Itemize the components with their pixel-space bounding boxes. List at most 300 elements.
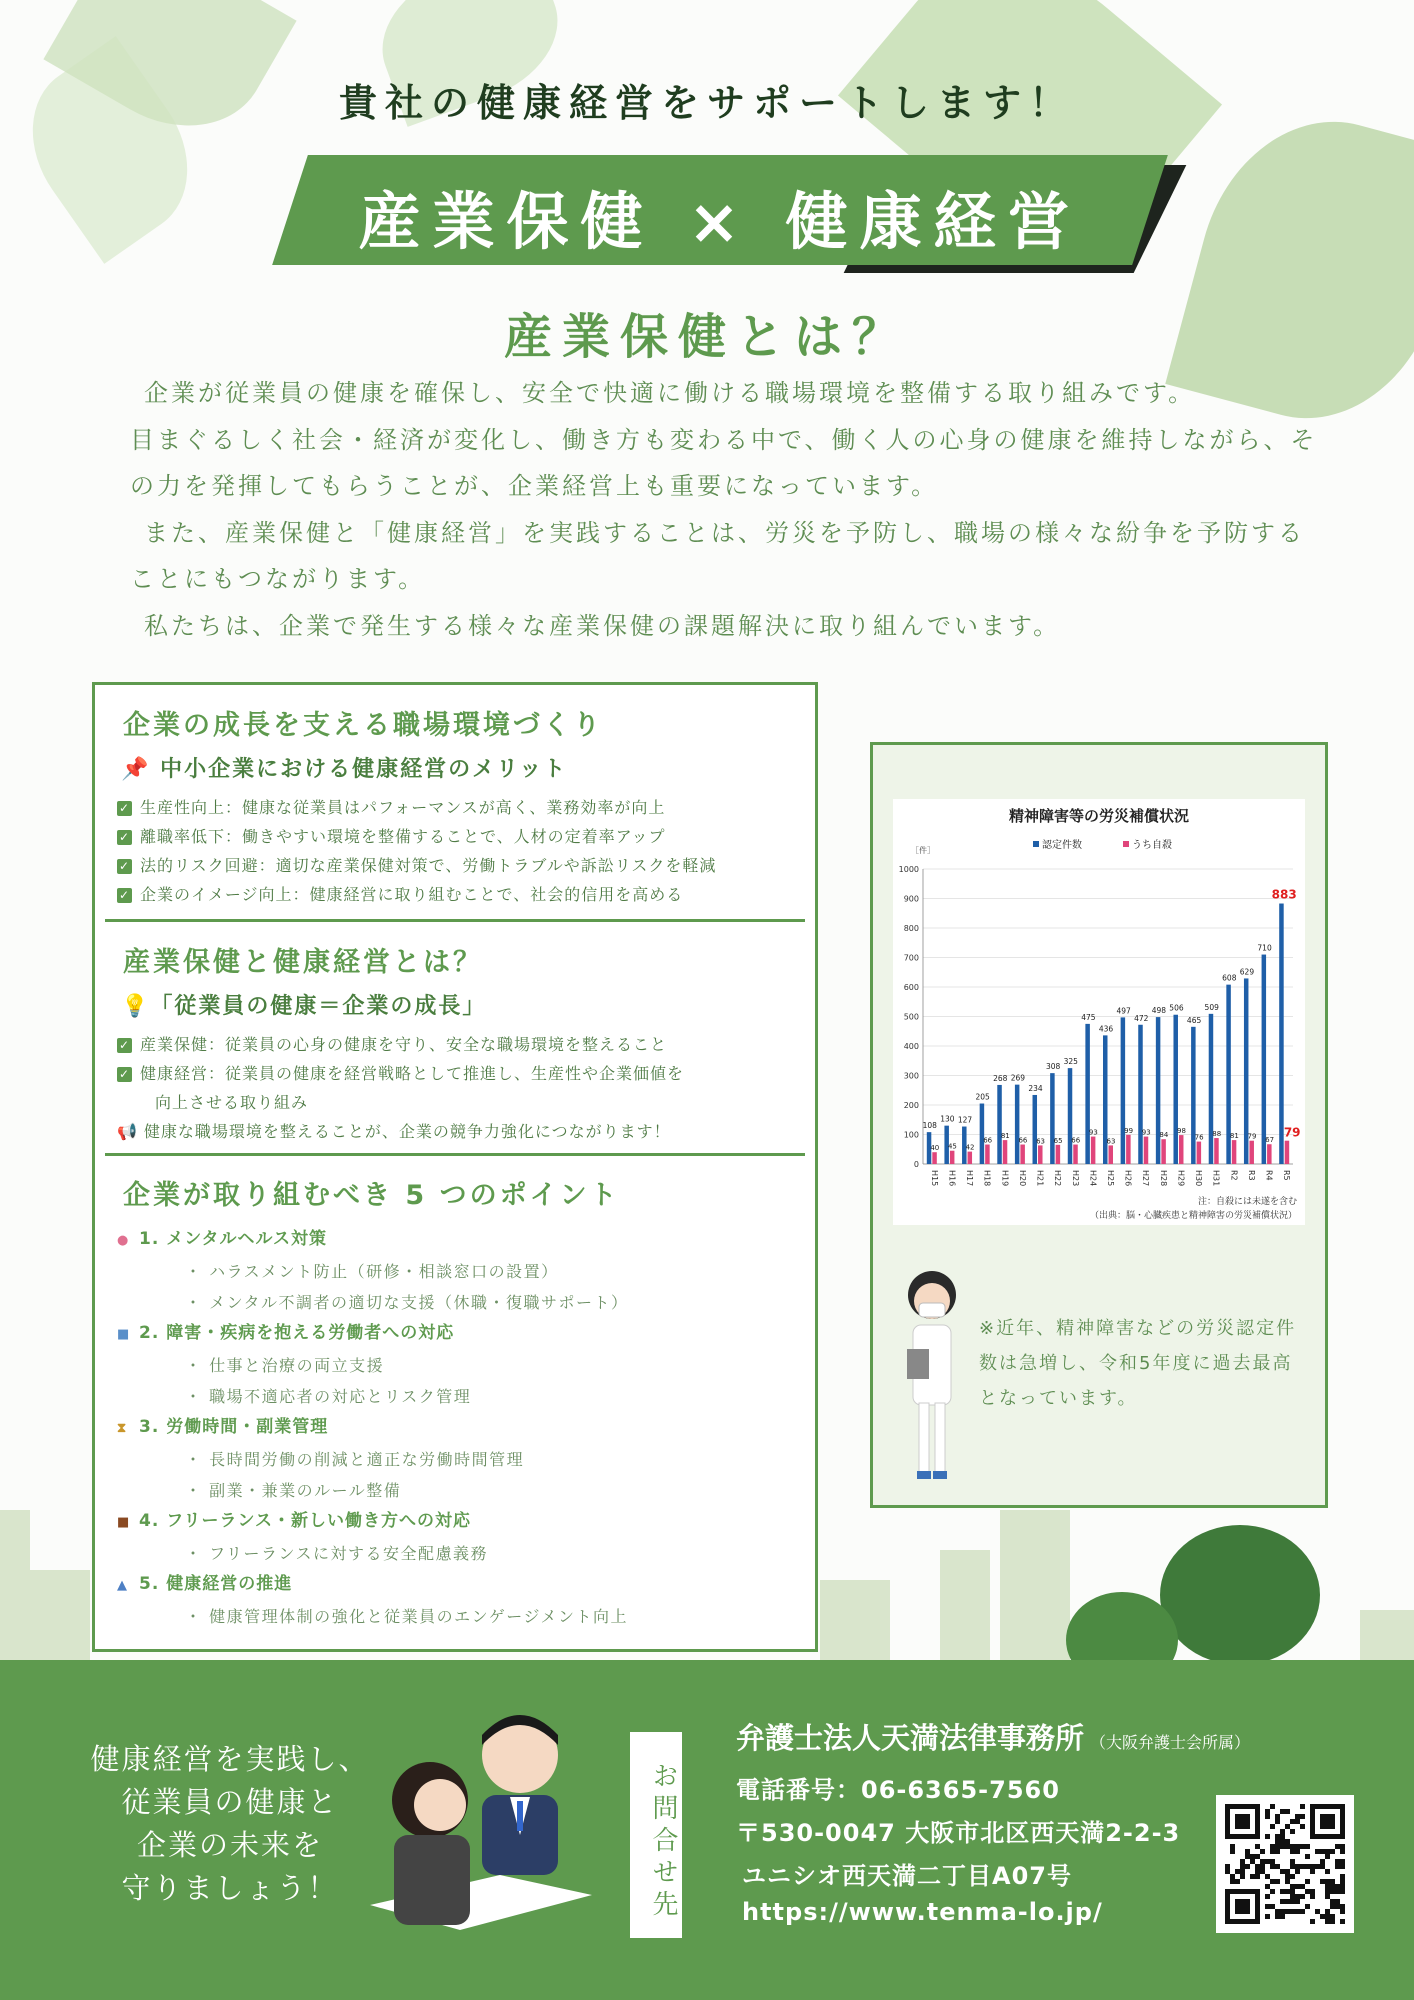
x-tick-label: H27: [1141, 1170, 1151, 1187]
qr-module: [1250, 1854, 1255, 1859]
skyline-decoration: [30, 1570, 90, 1660]
point-bullet: ・ 健康管理体制の強化と従業員のエンゲージメント向上: [185, 1607, 628, 1626]
qr-module: [1270, 1824, 1275, 1829]
qr-code-pattern: [1216, 1795, 1354, 1933]
data-label-suicide: 65: [1053, 1136, 1063, 1145]
qr-module: [1270, 1889, 1275, 1894]
data-label-total: 472: [1134, 1013, 1149, 1023]
check-text: 企業のイメージ向上：健康経営に取り組むことで、社会的信用を高める: [140, 885, 684, 904]
data-label-total: 205: [975, 1092, 990, 1102]
qr-module: [1255, 1844, 1260, 1849]
check-item: [117, 880, 815, 909]
qr-module: [1340, 1844, 1345, 1849]
qr-module: [1290, 1909, 1295, 1914]
qr-module: [1340, 1884, 1345, 1889]
point-bullet: ・ 職場不適応者の対応とリスク管理: [185, 1387, 472, 1406]
qr-module: [1295, 1894, 1300, 1899]
megaphone-icon: 📢: [117, 1122, 138, 1141]
qr-module: [1285, 1809, 1290, 1814]
bar-suicide: [932, 1152, 937, 1164]
bar-suicide: [1144, 1137, 1149, 1164]
qr-module: [1340, 1879, 1345, 1884]
data-label-suicide: 42: [965, 1143, 975, 1152]
qr-module: [1265, 1904, 1270, 1909]
qr-module: [1280, 1839, 1285, 1844]
qr-module: [1285, 1824, 1290, 1829]
right-chart-box: [870, 742, 1328, 1508]
qr-module: [1335, 1904, 1340, 1909]
qr-module: [1285, 1874, 1290, 1879]
qr-module: [1315, 1864, 1320, 1869]
qr-module: [1325, 1914, 1330, 1919]
qr-module: [1325, 1884, 1330, 1889]
chart-footnote: 注：自殺には未遂を含む: [1197, 1197, 1297, 1207]
nurse-illustration: [897, 1263, 967, 1483]
qr-module: [1300, 1844, 1305, 1849]
bar-total: [1085, 1024, 1090, 1164]
x-tick-label: H20: [1017, 1170, 1027, 1187]
qr-module: [1295, 1844, 1300, 1849]
check-text: 離職率低下：働きやすい環境を整備することで、人材の定着率アップ: [140, 827, 666, 846]
qr-module: [1340, 1919, 1345, 1924]
bar-suicide: [1109, 1145, 1114, 1164]
intro-text: [130, 370, 1330, 649]
y-tick-label: 800: [903, 924, 919, 933]
x-tick-label: R3: [1246, 1170, 1256, 1181]
qr-module: [1335, 1889, 1340, 1894]
bar-suicide: [1285, 1141, 1290, 1164]
qr-module: [1325, 1854, 1330, 1859]
point-label: 3. 労働時間・副業管理: [139, 1417, 329, 1437]
qr-module: [1240, 1874, 1245, 1879]
qr-module: [1265, 1874, 1270, 1879]
bar-total: [1262, 955, 1267, 1164]
data-label-total: 710: [1257, 943, 1272, 953]
qr-module: [1305, 1844, 1310, 1849]
bar-suicide: [1003, 1140, 1008, 1164]
qr-finder: [1255, 1889, 1260, 1924]
qr-finder: [1225, 1889, 1260, 1894]
qr-module: [1290, 1844, 1295, 1849]
qr-module: [1275, 1839, 1280, 1844]
subtitle-text: 「従業員の健康＝企業の成長」: [150, 994, 487, 1019]
chart-note: ※近年、精神障害などの労災認定件数は急増し、令和5年度に過去最高となっています。: [979, 1318, 1297, 1409]
data-label-total: 506: [1169, 1003, 1184, 1013]
bar-suicide: [1056, 1145, 1061, 1164]
qr-module: [1290, 1899, 1295, 1904]
briefcase-icon: ■: [117, 1515, 131, 1530]
pin-icon: 📌: [121, 757, 151, 782]
data-label-suicide: 93: [1141, 1128, 1151, 1137]
qr-module: [1265, 1914, 1270, 1919]
phone-number[interactable]: 電話番号：06-6365-7560: [736, 1776, 1060, 1804]
qr-module: [1260, 1849, 1265, 1854]
bar-total: [1156, 1017, 1161, 1164]
check-text: 健康経営：従業員の健康を経営戦略として推進し、生産性や企業価値を: [140, 1064, 685, 1083]
data-label-total: 608: [1222, 973, 1237, 983]
point-bullet: ・ 仕事と治療の両立支援: [185, 1356, 385, 1375]
qr-module: [1275, 1834, 1280, 1839]
point-bullet: ・ 副業・兼業のルール整備: [185, 1481, 402, 1500]
x-tick-label: H23: [1070, 1170, 1080, 1187]
data-label-suicide: 98: [1177, 1127, 1186, 1136]
slogan-line: 企業の未来を: [136, 1828, 323, 1862]
qr-module: [1315, 1849, 1320, 1854]
qr-module: [1290, 1884, 1295, 1889]
bar-suicide: [1126, 1135, 1131, 1164]
qr-module: [1300, 1864, 1305, 1869]
qr-module: [1240, 1869, 1245, 1874]
qr-module: [1340, 1849, 1345, 1854]
qr-module: [1325, 1894, 1330, 1899]
data-label-total: 475: [1081, 1012, 1096, 1022]
qr-module: [1330, 1919, 1335, 1924]
qr-module: [1255, 1864, 1260, 1869]
bar-suicide: [1214, 1138, 1219, 1164]
qr-module: [1290, 1889, 1295, 1894]
qr-module: [1305, 1854, 1310, 1859]
qr-module: [1225, 1864, 1230, 1869]
bar-suicide: [1091, 1137, 1096, 1164]
check-item: [117, 793, 815, 822]
section-subtitle: [121, 752, 815, 783]
bullet-text: ハラスメント防止（研修・相談窓口の設置）: [209, 1262, 559, 1281]
y-tick-label: 700: [903, 953, 919, 963]
qr-module: [1275, 1849, 1280, 1854]
qr-module: [1245, 1849, 1250, 1854]
address-line: ユニシオ西天満二丁目A07号: [742, 1862, 1072, 1890]
qr-module: [1295, 1909, 1300, 1914]
bar-total: [1015, 1085, 1020, 1164]
section-title: 企業が取り組むべき 5 つのポイント: [123, 1180, 620, 1211]
qr-module: [1275, 1814, 1280, 1819]
qr-module: [1275, 1909, 1280, 1914]
qr-module: [1260, 1869, 1265, 1874]
qr-finder: [1235, 1814, 1250, 1829]
y-tick-label: 400: [903, 1042, 919, 1051]
qr-module: [1255, 1854, 1260, 1859]
skyline-decoration: [820, 1580, 890, 1660]
bar-total: [1033, 1095, 1038, 1164]
qr-module: [1290, 1819, 1295, 1824]
x-tick-label: H30: [1194, 1170, 1204, 1187]
x-tick-label: H22: [1053, 1170, 1063, 1187]
x-tick-label: H25: [1106, 1170, 1115, 1187]
qr-module: [1230, 1849, 1235, 1854]
bar-suicide: [1249, 1141, 1254, 1164]
checkbox-icon: ✓: [118, 859, 131, 873]
qr-module: [1250, 1859, 1255, 1864]
data-label-suicide: 63: [1106, 1137, 1116, 1146]
qr-module: [1290, 1849, 1295, 1854]
bar-suicide: [1073, 1145, 1078, 1164]
chart-ylabel: ［件］: [911, 846, 935, 855]
data-label-total: 436: [1098, 1024, 1114, 1034]
qr-module: [1225, 1869, 1230, 1874]
qr-module: [1285, 1879, 1290, 1884]
data-label-suicide: 66: [1071, 1136, 1081, 1145]
data-label-suicide: 79: [1283, 1125, 1301, 1140]
qr-module: [1290, 1874, 1295, 1879]
checkbox-icon: ✓: [118, 1038, 131, 1052]
check-text: 産業保健：従業員の心身の健康を守り、安全な職場環境を整えること: [140, 1035, 668, 1054]
qr-module: [1325, 1849, 1330, 1854]
qr-module: [1300, 1894, 1305, 1899]
qr-module: [1330, 1899, 1335, 1904]
qr-module: [1280, 1829, 1285, 1834]
emphasis-item: [117, 1117, 815, 1146]
data-label-total: 268: [993, 1073, 1008, 1083]
qr-finder: [1320, 1814, 1335, 1829]
y-tick-label: 600: [903, 983, 919, 992]
qr-finder: [1310, 1804, 1345, 1809]
qr-module: [1230, 1844, 1235, 1849]
hourglass-icon: ⧗: [117, 1421, 128, 1436]
qr-module: [1270, 1879, 1275, 1884]
point-label: 1. メンタルヘルス対策: [139, 1229, 328, 1249]
qr-module: [1270, 1904, 1275, 1909]
page-headline: 貴社の健康経営をサポートします！: [338, 81, 1075, 125]
data-label-total: 325: [1063, 1057, 1078, 1067]
qr-module: [1310, 1894, 1315, 1899]
qr-module: [1290, 1894, 1295, 1899]
section-merits: [95, 703, 815, 909]
qr-module: [1245, 1854, 1250, 1859]
qr-module: [1265, 1894, 1270, 1899]
qr-module: [1295, 1814, 1300, 1819]
data-label-suicide: 93: [1088, 1128, 1098, 1137]
qr-module: [1305, 1879, 1310, 1884]
qr-module: [1310, 1869, 1315, 1874]
qr-module: [1300, 1884, 1305, 1889]
checkbox-icon: ✓: [118, 888, 131, 902]
bar-suicide: [950, 1151, 955, 1164]
qr-module: [1240, 1859, 1245, 1864]
data-label-total: 883: [1271, 887, 1297, 902]
qr-module: [1330, 1849, 1335, 1854]
skyline-decoration: [940, 1550, 990, 1660]
qr-module: [1335, 1844, 1340, 1849]
qr-module: [1280, 1914, 1285, 1919]
section-title: 企業の成長を支える職場環境づくり: [123, 710, 603, 741]
bar-suicide: [1179, 1135, 1184, 1164]
qr-module: [1295, 1869, 1300, 1874]
bar-total: [1209, 1014, 1214, 1164]
bullet-text: 長時間労働の削減と適正な労働時間管理: [209, 1450, 525, 1469]
bullet-text: フリーランスに対する安全配慮義務: [209, 1544, 488, 1563]
qr-module: [1330, 1884, 1335, 1889]
point-heading: [117, 1412, 815, 1444]
check-text: 法的リスク回避：適切な産業保健対策で、労働トラブルや訴訟リスクを軽減: [140, 856, 717, 875]
x-tick-label: H29: [1176, 1170, 1186, 1187]
data-label-suicide: 66: [983, 1136, 993, 1145]
qr-module: [1270, 1859, 1275, 1864]
qr-module: [1330, 1879, 1335, 1884]
bullet-text: 職場不適応者の対応とリスク管理: [209, 1387, 472, 1406]
qr-finder: [1225, 1919, 1260, 1924]
y-tick-label: 500: [903, 1012, 919, 1022]
brain-icon: ●: [117, 1233, 130, 1248]
checkbox-icon: ✓: [118, 1067, 131, 1081]
footer-slogan: [80, 1738, 380, 1910]
qr-module: [1270, 1844, 1275, 1849]
qr-module: [1300, 1804, 1305, 1809]
qr-module: [1330, 1904, 1335, 1909]
qr-module: [1335, 1864, 1340, 1869]
qr-module: [1310, 1864, 1315, 1869]
section-points: [95, 1173, 815, 1632]
data-label-suicide: 45: [947, 1142, 957, 1151]
section-divider: [105, 1153, 805, 1156]
qr-module: [1240, 1864, 1245, 1869]
data-label-total: 234: [1028, 1083, 1043, 1093]
qr-module: [1280, 1834, 1285, 1839]
qr-module: [1280, 1869, 1285, 1874]
y-tick-label: 100: [903, 1130, 919, 1140]
qr-module: [1320, 1879, 1325, 1884]
emphasis-text: 健康な職場環境を整えることが、企業の競争力強化につながります！: [143, 1122, 671, 1141]
section-definition: [95, 940, 815, 1146]
data-label-suicide: 99: [1124, 1126, 1134, 1135]
data-label-suicide: 79: [1247, 1132, 1257, 1141]
qr-module: [1320, 1864, 1325, 1869]
qr-module: [1340, 1874, 1345, 1879]
legend-swatch: [1123, 841, 1129, 847]
qr-module: [1340, 1859, 1345, 1864]
legend-swatch: [1033, 841, 1039, 847]
qr-module: [1280, 1889, 1285, 1894]
data-label-suicide: 88: [1212, 1130, 1222, 1139]
chart-source: （出典：脳・心臓疾患と精神障害の労災補償状況）: [1089, 1211, 1297, 1221]
check-item-continued: 向上させる取り組み: [155, 1093, 309, 1112]
y-tick-label: 900: [903, 894, 919, 904]
qr-module: [1280, 1909, 1285, 1914]
data-label-suicide: 40: [930, 1144, 940, 1153]
x-tick-label: H17: [965, 1170, 975, 1187]
qr-module: [1310, 1889, 1315, 1894]
data-label-total: 127: [957, 1115, 973, 1125]
bar-total: [1138, 1025, 1143, 1164]
bullet-text: 副業・兼業のルール整備: [209, 1481, 402, 1500]
checkbox-icon: ✓: [118, 801, 131, 815]
qr-module: [1275, 1914, 1280, 1919]
check-item: [117, 851, 815, 880]
firm-note: （大阪弁護士会所属）: [1090, 1733, 1251, 1752]
qr-module: [1335, 1899, 1340, 1904]
qr-module: [1265, 1834, 1270, 1839]
data-label-suicide: 76: [1194, 1133, 1204, 1142]
qr-finder: [1225, 1834, 1260, 1839]
qr-finder: [1235, 1899, 1250, 1914]
y-tick-label: 200: [903, 1101, 919, 1110]
qr-module: [1295, 1849, 1300, 1854]
y-tick-label: 0: [913, 1160, 919, 1169]
slogan-line: 健康経営を実践し、: [90, 1742, 370, 1776]
check-item: [117, 1030, 815, 1059]
bar-total: [997, 1085, 1002, 1164]
x-tick-label: H26: [1123, 1170, 1133, 1187]
intro-title: 産業保健とは？: [503, 309, 910, 365]
skyline-decoration: [0, 1510, 30, 1660]
qr-module: [1330, 1914, 1335, 1919]
section-divider: [105, 919, 805, 922]
qr-module: [1285, 1909, 1290, 1914]
bar-total: [1191, 1027, 1196, 1164]
qr-module: [1260, 1859, 1265, 1864]
qr-module: [1315, 1909, 1320, 1914]
intro-paragraph: また、産業保健と「健康経営」を実践することは、労災を予防し、職場の様々な紛争を予防することにもつながります。: [130, 518, 1305, 593]
left-info-box: [92, 682, 818, 1652]
legend-label: うち自殺: [1132, 840, 1172, 851]
data-label-total: 465: [1186, 1015, 1202, 1025]
qr-module: [1275, 1819, 1280, 1824]
qr-module: [1305, 1889, 1310, 1894]
bar-suicide: [1020, 1145, 1025, 1164]
section-title: 産業保健と健康経営とは？: [123, 947, 483, 978]
intro-paragraph: 目まぐるしく社会・経済が変化し、働き方も変わる中で、働く人の心身の健康を維持しながら、その力を発揮してもらうことが、企業経営上も重要になっています。: [130, 425, 1318, 500]
data-label-total: 308: [1045, 1062, 1061, 1072]
qr-module: [1285, 1869, 1290, 1874]
data-label-total: 269: [1010, 1073, 1026, 1083]
x-tick-label: H15: [929, 1170, 939, 1187]
bullet-text: 仕事と治療の両立支援: [209, 1356, 385, 1375]
firm-name-text: 弁護士法人天満法律事務所: [736, 1721, 1085, 1755]
qr-module: [1265, 1814, 1270, 1819]
slogan-line: 守りましょう！: [121, 1871, 339, 1905]
check-item: [117, 1059, 815, 1088]
section-subtitle: [121, 989, 815, 1020]
qr-module: [1270, 1864, 1275, 1869]
data-label-total: 130: [940, 1114, 955, 1124]
firm-name: [736, 1716, 1250, 1757]
qr-module: [1300, 1814, 1305, 1819]
point-label: 2. 障害・疾病を抱える労働者への対応: [139, 1323, 455, 1343]
data-label-suicide: 63: [1036, 1137, 1045, 1146]
qr-module: [1340, 1904, 1345, 1909]
website-link[interactable]: https://www.tenma-lo.jp/: [742, 1898, 1103, 1926]
qr-code[interactable]: [1216, 1795, 1354, 1933]
x-tick-label: H28: [1158, 1170, 1168, 1187]
qr-module: [1305, 1864, 1310, 1869]
qr-module: [1270, 1804, 1275, 1809]
bar-total: [1068, 1068, 1073, 1164]
bar-suicide: [985, 1145, 990, 1164]
bar-chart: [893, 799, 1305, 1225]
point-heading: [117, 1224, 815, 1256]
y-tick-label: 300: [903, 1071, 919, 1081]
qr-module: [1300, 1909, 1305, 1914]
qr-finder: [1310, 1804, 1315, 1839]
point-heading: [117, 1569, 815, 1601]
bar-suicide: [1197, 1142, 1202, 1164]
qr-module: [1320, 1849, 1325, 1854]
x-tick-label: H21: [1035, 1170, 1045, 1187]
data-label-total: 498: [1151, 1006, 1167, 1016]
bar-total: [1173, 1015, 1178, 1164]
point-heading: [117, 1506, 815, 1538]
point-bullet: ・ ハラスメント防止（研修・相談窓口の設置）: [185, 1262, 559, 1281]
qr-module: [1340, 1889, 1345, 1894]
qr-module: [1325, 1879, 1330, 1884]
banner-title: 産業保健 × 健康経営: [358, 185, 1082, 258]
chart-title: 精神障害等の労災補償状況: [1008, 807, 1190, 825]
qr-module: [1340, 1864, 1345, 1869]
bar-total: [1121, 1017, 1126, 1164]
bar-suicide: [968, 1152, 973, 1164]
x-tick-label: H18: [982, 1170, 992, 1187]
legend-label: 認定件数: [1042, 840, 1082, 851]
data-label-total: 629: [1239, 967, 1255, 977]
